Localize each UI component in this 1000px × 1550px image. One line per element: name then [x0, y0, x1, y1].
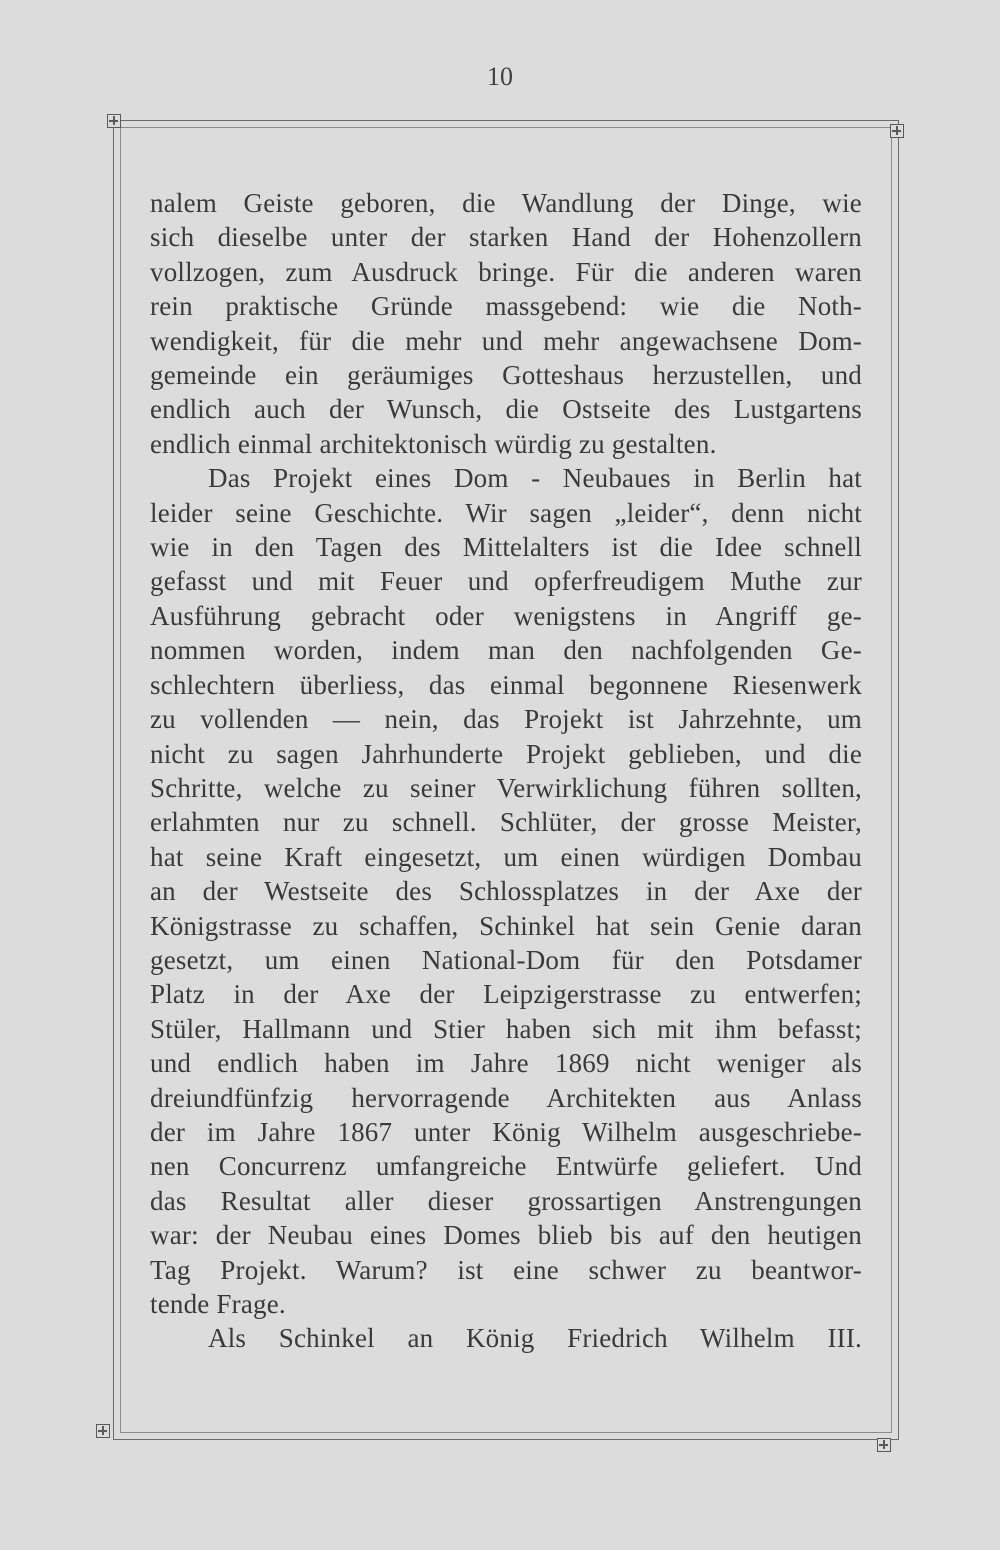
text-line: zu vollenden — nein, das Projekt ist Jahrzehnte, um — [150, 704, 862, 735]
text-line: Das Projekt eines Dom - Neubaues in Berlin hat — [208, 463, 862, 494]
frame-corner-ornament-icon — [96, 1424, 110, 1438]
text-line: Als Schinkel an König Friedrich Wilhelm III. — [208, 1323, 862, 1354]
text-line: hat seine Kraft eingesetzt, um einen würdigen Dombau — [150, 841, 862, 872]
text-line: dreiundfünfzig hervorragende Architekten aus Anlass — [150, 1082, 862, 1113]
text-line: wendigkeit, für die mehr und mehr angewachsene Dom- — [150, 325, 862, 356]
text-line: und endlich haben im Jahre 1869 nicht weniger als — [150, 1048, 862, 1079]
text-line: Ausführung gebracht oder wenigstens in Angriff ge- — [150, 600, 862, 631]
text-line: endlich auch der Wunsch, die Ostseite des Lustgartens — [150, 394, 862, 425]
text-line: nicht zu sagen Jahrhunderte Projekt geblieben, und die — [150, 738, 862, 769]
text-line: vollzogen, zum Ausdruck bringe. Für die anderen waren — [150, 256, 862, 287]
text-line: gesetzt, um einen National-Dom für den Potsdamer — [150, 944, 862, 975]
page-number: 10 — [487, 62, 513, 91]
text-line: nen Concurrenz umfangreiche Entwürfe geliefert. Und — [150, 1151, 862, 1182]
text-line: schlechtern überliess, das einmal begonnene Riesenwerk — [150, 669, 862, 700]
text-line: der im Jahre 1867 unter König Wilhelm ausgeschriebe- — [150, 1116, 862, 1147]
text-line: war: der Neubau eines Domes blieb bis auf den heutigen — [150, 1220, 862, 1251]
text-line: Stüler, Hallmann und Stier haben sich mit ihm befasst; — [150, 1013, 862, 1044]
text-line: endlich einmal architektonisch würdig zu gestalten. — [150, 428, 717, 459]
text-line: Platz in der Axe der Leipzigerstrasse zu entwerfen; — [150, 979, 862, 1010]
text-line: erlahmten nur zu schnell. Schlüter, der grosse Meister, — [150, 807, 862, 838]
text-line: leider seine Geschichte. Wir sagen „leider“, denn nicht — [150, 497, 862, 528]
text-line: Königstrasse zu schaffen, Schinkel hat sein Genie daran — [150, 910, 862, 941]
frame-corner-ornament-icon — [890, 124, 904, 138]
text-line: rein praktische Gründe massgebend: wie die Noth- — [150, 291, 862, 322]
text-line: das Resultat aller dieser grossartigen Anstrengungen — [150, 1185, 862, 1216]
body-text — [150, 186, 862, 1356]
frame-corner-ornament-icon — [107, 114, 121, 128]
text-line: sich dieselbe unter der starken Hand der Hohenzollern — [150, 222, 862, 253]
text-line: wie in den Tagen des Mittelalters ist die Idee schnell — [150, 532, 862, 563]
text-line: Schritte, welche zu seiner Verwirklichung führen sollten, — [150, 772, 862, 803]
text-line: Tag Projekt. Warum? ist eine schwer zu beantwor- — [150, 1254, 862, 1285]
text-line: an der Westseite des Schlossplatzes in der Axe der — [150, 876, 862, 907]
frame-corner-ornament-icon — [877, 1438, 891, 1452]
text-line: nalem Geiste geboren, die Wandlung der Dinge, wie — [150, 188, 862, 218]
text-line: gefasst und mit Feuer und opferfreudigem Muthe zur — [150, 566, 862, 597]
text-line: gemeinde ein geräumiges Gotteshaus herzustellen, und — [150, 360, 862, 391]
text-line: tende Frage. — [150, 1289, 286, 1319]
text-line: nommen worden, indem man den nachfolgenden Ge- — [150, 635, 862, 666]
